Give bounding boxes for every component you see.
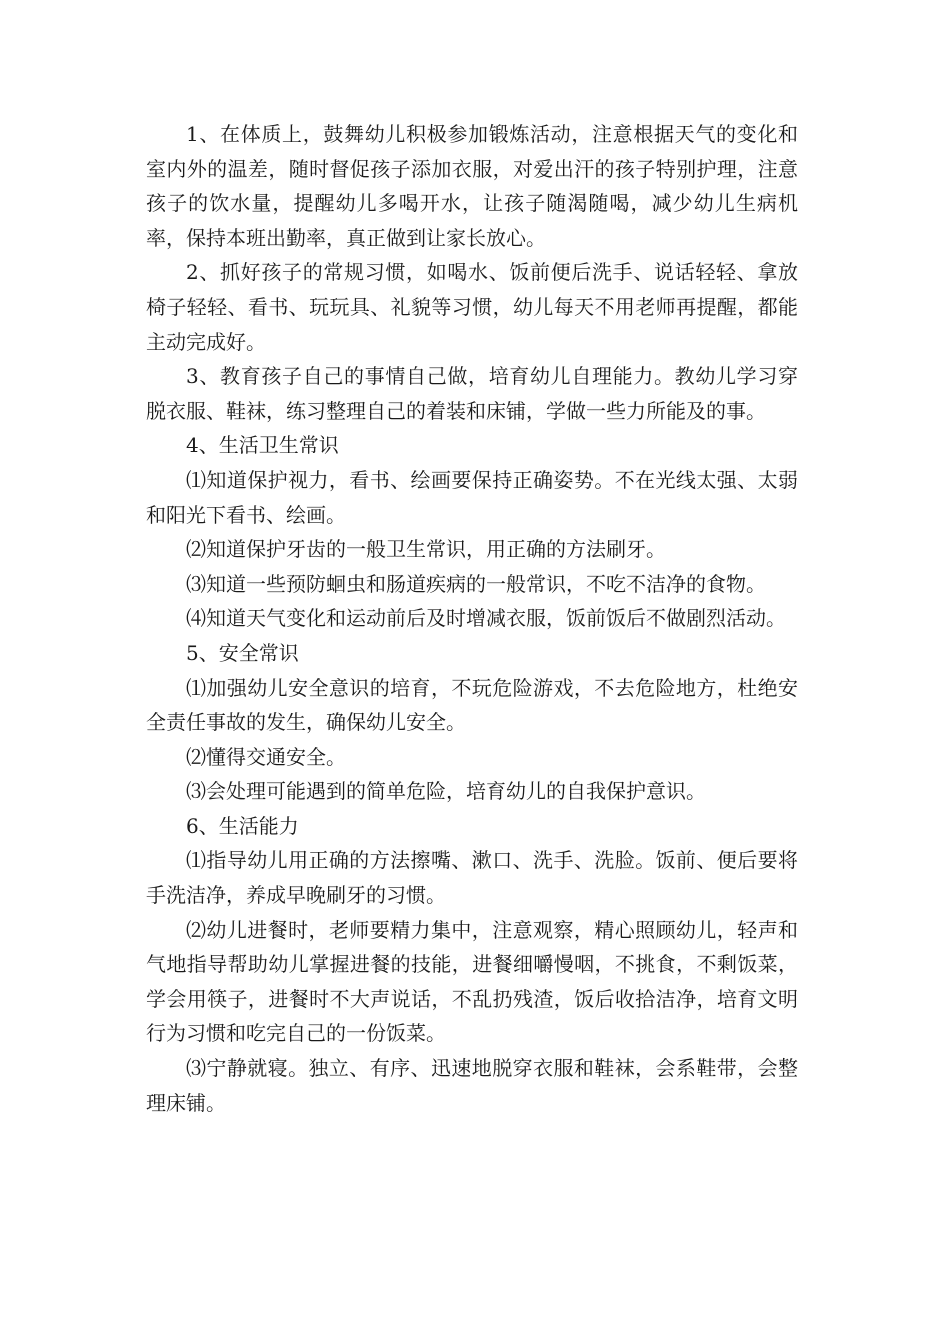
section-heading-hygiene: 4、生活卫生常识 [186, 433, 339, 458]
paragraph-health: 1、在体质上，鼓舞幼儿积极参加锻炼活动，注意根据天气的变化和室内外的温差，随时督促孩子添加衣服，对爱出汗的孩子特别护理，注意孩子的饮水量，提醒幼儿多喝开水，让孩子随渴随喝，减少幼儿生病机率，保持本班出勤率，真正做到让家长放心。 [146, 122, 798, 250]
paragraph-routine-habits: 2、抓好孩子的常规习惯，如喝水、饭前便后洗手、说话轻轻、拿放椅子轻轻、看书、玩玩具、礼貌等习惯，幼儿每天不用老师再提醒，都能主动完成好。 [146, 260, 798, 354]
list-item-life-skills-2: ⑵幼儿进餐时，老师要精力集中，注意观察，精心照顾幼儿，轻声和气地指导帮助幼儿掌握进餐的技能，进餐细嚼慢咽，不挑食，不剩饭菜，学会用筷子，进餐时不大声说话，不乱扔残渣，饭后收拾洁净，培育文明行为习惯和吃完自己的一份饭菜。 [146, 917, 798, 1046]
document-body [146, 117, 798, 1120]
list-item-hygiene-3: ⑶知道一些预防蛔虫和肠道疾病的一般常识，不吃不洁净的食物。 [186, 571, 766, 596]
list-item-hygiene-1: ⑴知道保护视力，看书、绘画要保持正确姿势。不在光线太强、太弱和阳光下看书、绘画。 [146, 467, 798, 527]
paragraph-self-care: 3、教育孩子自己的事情自己做，培育幼儿自理能力。教幼儿学习穿脱衣服、鞋袜，练习整理自己的着装和床铺，学做一些力所能及的事。 [146, 364, 798, 423]
list-item-hygiene-2: ⑵知道保护牙齿的一般卫生常识，用正确的方法刷牙。 [186, 537, 666, 562]
list-item-hygiene-4: ⑷知道天气变化和运动前后及时增减衣服，饭前饭后不做剧烈活动。 [186, 606, 786, 631]
section-heading-safety: 5、安全常识 [186, 640, 299, 665]
section-heading-life-skills: 6、生活能力 [186, 813, 299, 838]
list-item-life-skills-3: ⑶宁静就寝。独立、有序、迅速地脱穿衣服和鞋袜，会系鞋带，会整理床铺。 [146, 1056, 798, 1115]
list-item-safety-3: ⑶会处理可能遇到的简单危险，培育幼儿的自我保护意识。 [186, 779, 706, 804]
list-item-safety-2: ⑵懂得交通安全。 [186, 744, 346, 769]
list-item-life-skills-1: ⑴指导幼儿用正确的方法擦嘴、漱口、洗手、洗脸。饭前、便后要将手洗洁净，养成早晚刷牙的习惯。 [146, 848, 798, 908]
list-item-safety-1: ⑴加强幼儿安全意识的培育，不玩危险游戏，不去危险地方，杜绝安全责任事故的发生，确保幼儿安全。 [146, 675, 798, 735]
